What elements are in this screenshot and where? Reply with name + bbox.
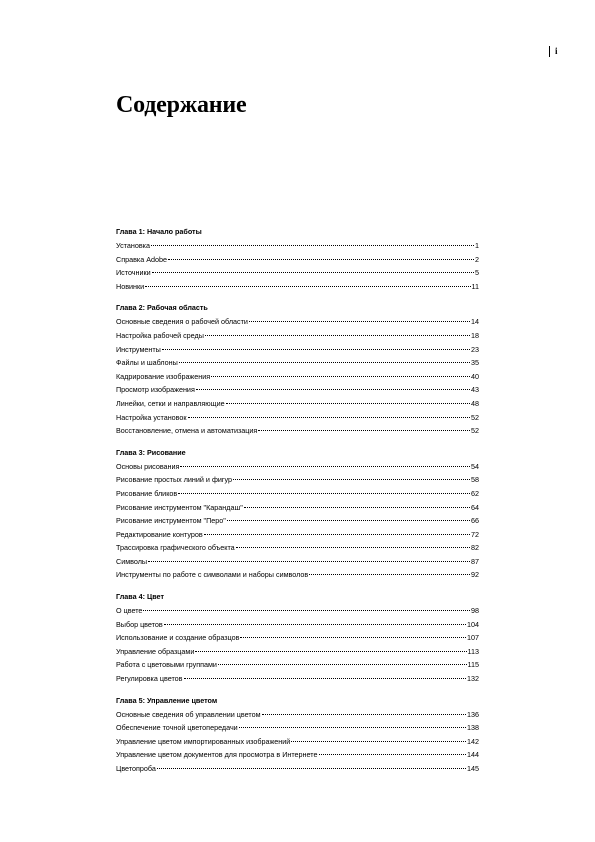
dot-leader [162,349,470,350]
toc-entry[interactable] [116,315,479,329]
toc-entry[interactable] [116,424,479,438]
toc-entry[interactable] [116,672,479,686]
toc-entry-label: Управление образцами [116,646,195,656]
dot-leader [249,321,470,322]
dot-leader [309,574,470,575]
toc-chapter [116,590,479,686]
toc-entry-label: Выбор цветов [116,619,163,629]
toc-entry[interactable] [116,631,479,645]
toc-entry[interactable] [116,487,479,501]
toc-entry-page: 92 [471,570,479,580]
toc-entry[interactable] [116,721,479,735]
toc-entry-label: Управление цветом импортированных изображений [116,736,291,746]
toc-entry[interactable] [116,460,479,474]
toc-chapter [116,694,479,776]
toc-entry[interactable] [116,370,479,384]
toc-entry[interactable] [116,514,479,528]
toc-entry-label: Символы [116,556,148,566]
toc-entry-label: Справка Adobe [116,254,167,264]
toc-entry-page: 11 [471,281,479,291]
toc-entry[interactable] [116,253,479,267]
dot-leader [168,259,474,260]
toc-entry-page: 64 [471,502,479,512]
toc-entry-page: 145 [467,764,479,773]
dot-leader [205,335,470,336]
toc-entry[interactable] [116,541,479,555]
toc-entry-page: 48 [471,398,479,408]
toc-entry-label: Файлы и шаблоны [116,358,178,368]
toc-entry-label: Управление цветом документов для просмотра в Интернете [116,750,318,760]
dot-leader [195,651,466,652]
toc-entry-page: 142 [467,736,479,746]
toc-entry-page: 98 [471,606,479,616]
toc-entry-page: 54 [471,461,479,471]
toc-entry-label: Основы рисования [116,461,180,471]
toc-entry-page: 144 [467,750,479,760]
toc-entry-label: Основные сведения о рабочей области [116,317,248,327]
chapter-title[interactable]: Глава 5: Управление цветом [116,695,218,705]
dot-leader [184,678,467,679]
toc-entry[interactable] [116,735,479,749]
toc-entry[interactable] [116,748,479,762]
toc-entry[interactable] [116,411,479,425]
toc-entry-label: Восстановление, отмена и автоматизация [116,426,258,436]
toc-entry-label: Настройка установок [116,412,187,422]
toc-entry[interactable] [116,604,479,618]
toc-entry-label: Цветопроба [116,764,156,773]
chapter-title[interactable]: Глава 3: Рисование [116,447,186,457]
toc-entry-label: Рисование простых линий и фигур [116,475,233,485]
toc-entry-page: 87 [471,556,479,566]
toc-entry-page: 1 [475,241,479,250]
dot-leader [262,714,466,715]
toc-entry-page: 82 [471,543,479,553]
toc-entry-label: Обеспечение точной цветопередачи [116,723,238,733]
dot-leader [188,417,470,418]
toc-entry-page: 72 [471,529,479,539]
toc-entry-label: Основные сведения об управлении цветом [116,709,261,719]
toc-entry-page: 52 [471,412,479,422]
toc-entry-label: Настройка рабочей среды [116,330,204,340]
toc-entry[interactable] [116,568,479,582]
toc-entry[interactable] [116,473,479,487]
toc-entry-label: Просмотр изображения [116,385,195,395]
dot-leader [143,610,470,611]
toc-entry[interactable] [116,383,479,397]
table-of-contents [116,225,479,784]
toc-entry-page: 132 [467,674,479,684]
dot-leader [157,768,466,769]
toc-entry-label: Работа с цветовыми группами [116,660,217,670]
dot-leader [164,624,466,625]
toc-entry[interactable] [116,645,479,659]
dot-leader [226,403,470,404]
toc-entry[interactable] [116,397,479,411]
toc-entry-label: О цвете [116,606,143,616]
toc-entry[interactable] [116,356,479,370]
toc-entry-label: Использование и создание образцов [116,633,240,643]
dot-leader [236,547,470,548]
dot-leader [218,664,467,665]
toc-entry[interactable] [116,618,479,632]
dot-leader [180,466,470,467]
toc-entry[interactable] [116,708,479,722]
toc-entry[interactable] [116,762,479,776]
toc-entry-label: Инструменты по работе с символами и наборы символов [116,570,309,580]
toc-entry[interactable] [116,239,479,253]
toc-entry-label: Редактирование контуров [116,529,203,539]
dot-leader [233,479,470,480]
toc-entry-page: 52 [471,426,479,436]
toc-entry-page: 104 [467,619,479,629]
toc-entry-label: Кадрирование изображения [116,371,211,381]
toc-entry-page: 43 [471,385,479,395]
toc-entry[interactable] [116,280,479,294]
toc-entry-page: 138 [467,723,479,733]
toc-entry-page: 23 [471,344,479,354]
chapter-title[interactable]: Глава 1: Начало работы [116,227,202,236]
toc-entry-page: 113 [467,646,479,656]
dot-leader [240,637,466,638]
toc-chapter [116,225,479,293]
dot-leader [291,741,466,742]
toc-entry-label: Рисование инструментом "Карандаш" [116,502,243,512]
chapter-title[interactable]: Глава 4: Цвет [116,592,164,602]
toc-entry[interactable] [116,658,479,672]
toc-entry-page: 66 [471,516,479,526]
dot-leader [239,727,466,728]
dot-leader [211,376,470,377]
toc-entry-page: 62 [471,488,479,498]
dot-leader [244,507,470,508]
toc-entry[interactable] [116,528,479,542]
toc-entry[interactable] [116,266,479,280]
toc-chapter [116,446,479,582]
toc-entry[interactable] [116,329,479,343]
toc-entry-label: Источники [116,268,151,278]
toc-entry-page: 58 [471,475,479,485]
toc-entry-page: 14 [471,317,479,327]
dot-leader [152,272,474,273]
toc-entry-label: Рисование бликов [116,488,178,498]
dot-leader [258,430,470,431]
toc-entry-label: Трассировка графического объекта [116,543,235,553]
chapter-title[interactable]: Глава 2: Рабочая область [116,303,208,313]
toc-entry-label: Установка [116,241,150,250]
dot-leader [151,245,474,246]
toc-entry-page: 136 [467,709,479,719]
toc-entry-page: 115 [467,660,479,670]
toc-entry-label: Регулировка цветов [116,674,183,684]
toc-entry[interactable] [116,343,479,357]
dot-leader [178,493,470,494]
toc-chapter [116,301,479,437]
dot-leader [319,754,467,755]
toc-entry-page: 18 [471,330,479,340]
toc-entry[interactable] [116,501,479,515]
toc-entry[interactable] [116,555,479,569]
toc-entry-page: 2 [475,254,479,264]
toc-entry-page: 107 [467,633,479,643]
toc-entry-page: 5 [475,268,479,278]
toc-entry-label: Новинки [116,281,145,291]
page-title: Содержание [116,92,247,118]
toc-entry-label: Инструменты [116,344,161,354]
dot-leader [148,561,470,562]
page-number: i [549,46,558,57]
toc-entry-label: Рисование инструментом "Перо" [116,516,226,526]
dot-leader [179,362,470,363]
dot-leader [196,389,470,390]
dot-leader [227,520,470,521]
dot-leader [204,534,470,535]
toc-entry-label: Линейки, сетки и направляющие [116,398,225,408]
toc-entry-page: 40 [471,371,479,381]
toc-entry-page: 35 [471,358,479,368]
dot-leader [145,286,470,287]
